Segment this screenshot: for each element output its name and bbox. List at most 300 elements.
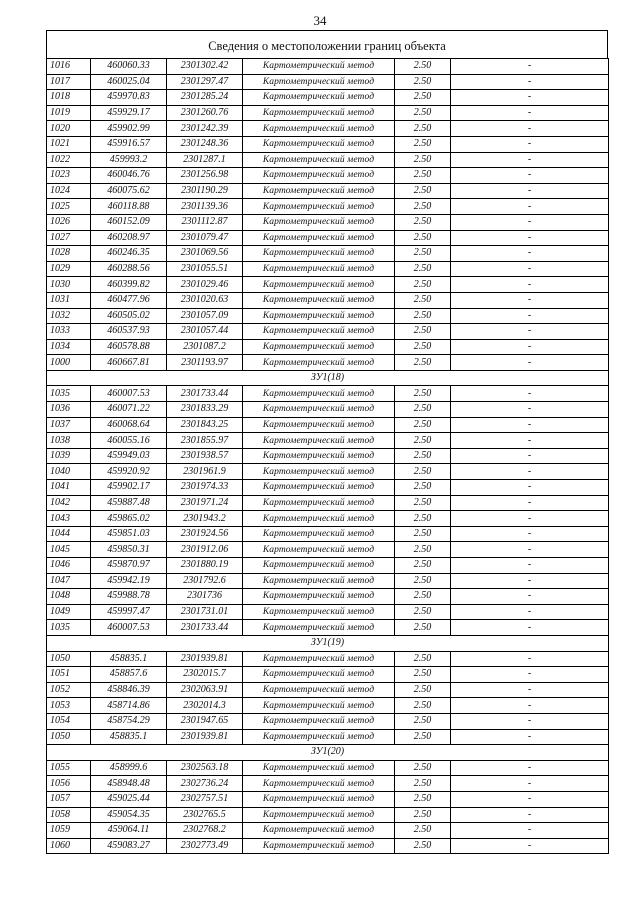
determination-method: Картометрический метод bbox=[243, 511, 395, 527]
point-number: 1023 bbox=[47, 168, 91, 184]
coordinate-x: 460118.88 bbox=[91, 199, 167, 215]
table-row bbox=[47, 807, 609, 823]
coordinate-y: 2302765.5 bbox=[167, 807, 243, 823]
accuracy-value: 2.50 bbox=[395, 121, 451, 137]
determination-method: Картометрический метод bbox=[243, 604, 395, 620]
coordinate-y: 2302015.7 bbox=[167, 667, 243, 683]
determination-method: Картометрический метод bbox=[243, 339, 395, 355]
accuracy-value: 2.50 bbox=[395, 604, 451, 620]
accuracy-value: 2.50 bbox=[395, 292, 451, 308]
table-row bbox=[47, 168, 609, 184]
description-cell: - bbox=[451, 573, 609, 589]
coordinate-y: 2301248.36 bbox=[167, 136, 243, 152]
accuracy-value: 2.50 bbox=[395, 791, 451, 807]
table-row bbox=[47, 386, 609, 402]
description-cell: - bbox=[451, 448, 609, 464]
point-number: 1059 bbox=[47, 823, 91, 839]
point-number: 1034 bbox=[47, 339, 91, 355]
coordinate-x: 460505.02 bbox=[91, 308, 167, 324]
determination-method: Картометрический метод bbox=[243, 59, 395, 75]
description-cell: - bbox=[451, 417, 609, 433]
point-number: 1022 bbox=[47, 152, 91, 168]
point-number: 1051 bbox=[47, 667, 91, 683]
determination-method: Картометрический метод bbox=[243, 90, 395, 106]
coordinate-x: 460537.93 bbox=[91, 324, 167, 340]
coordinates-sheet bbox=[46, 30, 608, 854]
section-header-row bbox=[47, 370, 609, 386]
table-row bbox=[47, 604, 609, 620]
table-row bbox=[47, 261, 609, 277]
accuracy-value: 2.50 bbox=[395, 261, 451, 277]
point-number: 1041 bbox=[47, 480, 91, 496]
description-cell: - bbox=[451, 74, 609, 90]
description-cell: - bbox=[451, 152, 609, 168]
determination-method: Картометрический метод bbox=[243, 526, 395, 542]
point-number: 1050 bbox=[47, 651, 91, 667]
description-cell: - bbox=[451, 682, 609, 698]
description-cell: - bbox=[451, 480, 609, 496]
description-cell: - bbox=[451, 59, 609, 75]
determination-method: Картометрический метод bbox=[243, 433, 395, 449]
coordinate-x: 459064.11 bbox=[91, 823, 167, 839]
section-label: ЗУ1(18) bbox=[47, 370, 609, 386]
accuracy-value: 2.50 bbox=[395, 136, 451, 152]
description-cell: - bbox=[451, 464, 609, 480]
table-row bbox=[47, 308, 609, 324]
coordinate-x: 458714.86 bbox=[91, 698, 167, 714]
section-header-row bbox=[47, 635, 609, 651]
determination-method: Картометрический метод bbox=[243, 292, 395, 308]
accuracy-value: 2.50 bbox=[395, 511, 451, 527]
determination-method: Картометрический метод bbox=[243, 168, 395, 184]
coordinate-x: 458948.48 bbox=[91, 776, 167, 792]
point-number: 1042 bbox=[47, 495, 91, 511]
point-number: 1039 bbox=[47, 448, 91, 464]
table-row bbox=[47, 620, 609, 636]
table-row bbox=[47, 495, 609, 511]
point-number: 1045 bbox=[47, 542, 91, 558]
coordinate-y: 2301880.19 bbox=[167, 558, 243, 574]
coordinate-y: 2301792.6 bbox=[167, 573, 243, 589]
accuracy-value: 2.50 bbox=[395, 59, 451, 75]
coordinate-y: 2301833.29 bbox=[167, 402, 243, 418]
coordinate-y: 2301057.09 bbox=[167, 308, 243, 324]
coordinate-x: 458754.29 bbox=[91, 713, 167, 729]
accuracy-value: 2.50 bbox=[395, 495, 451, 511]
coordinate-x: 460667.81 bbox=[91, 355, 167, 371]
coordinate-y: 2301069.56 bbox=[167, 246, 243, 262]
point-number: 1038 bbox=[47, 433, 91, 449]
table-row bbox=[47, 324, 609, 340]
point-number: 1050 bbox=[47, 729, 91, 745]
accuracy-value: 2.50 bbox=[395, 105, 451, 121]
coordinate-y: 2302736.24 bbox=[167, 776, 243, 792]
point-number: 1058 bbox=[47, 807, 91, 823]
description-cell: - bbox=[451, 511, 609, 527]
coordinate-x: 458857.6 bbox=[91, 667, 167, 683]
accuracy-value: 2.50 bbox=[395, 698, 451, 714]
table-row bbox=[47, 277, 609, 293]
point-number: 1029 bbox=[47, 261, 91, 277]
point-number: 1018 bbox=[47, 90, 91, 106]
description-cell: - bbox=[451, 729, 609, 745]
table-row bbox=[47, 199, 609, 215]
coordinate-y: 2301029.46 bbox=[167, 277, 243, 293]
coordinate-y: 2301112.87 bbox=[167, 214, 243, 230]
coordinate-x: 459970.83 bbox=[91, 90, 167, 106]
description-cell: - bbox=[451, 495, 609, 511]
coordinate-x: 460246.35 bbox=[91, 246, 167, 262]
determination-method: Картометрический метод bbox=[243, 667, 395, 683]
point-number: 1025 bbox=[47, 199, 91, 215]
determination-method: Картометрический метод bbox=[243, 760, 395, 776]
accuracy-value: 2.50 bbox=[395, 807, 451, 823]
coordinate-x: 460288.56 bbox=[91, 261, 167, 277]
description-cell: - bbox=[451, 433, 609, 449]
description-cell: - bbox=[451, 261, 609, 277]
description-cell: - bbox=[451, 105, 609, 121]
point-number: 1048 bbox=[47, 589, 91, 605]
table-row bbox=[47, 74, 609, 90]
description-cell: - bbox=[451, 199, 609, 215]
determination-method: Картометрический метод bbox=[243, 495, 395, 511]
coordinate-y: 2302757.51 bbox=[167, 791, 243, 807]
coordinate-y: 2301961.9 bbox=[167, 464, 243, 480]
accuracy-value: 2.50 bbox=[395, 308, 451, 324]
table-row bbox=[47, 105, 609, 121]
table-row bbox=[47, 480, 609, 496]
coordinate-x: 459988.78 bbox=[91, 589, 167, 605]
point-number: 1036 bbox=[47, 402, 91, 418]
coordinate-x: 459054.35 bbox=[91, 807, 167, 823]
determination-method: Картометрический метод bbox=[243, 230, 395, 246]
point-number: 1053 bbox=[47, 698, 91, 714]
table-row bbox=[47, 433, 609, 449]
accuracy-value: 2.50 bbox=[395, 386, 451, 402]
table-row bbox=[47, 464, 609, 480]
determination-method: Картометрический метод bbox=[243, 589, 395, 605]
determination-method: Картометрический метод bbox=[243, 136, 395, 152]
coordinate-y: 2301947.65 bbox=[167, 713, 243, 729]
point-number: 1054 bbox=[47, 713, 91, 729]
determination-method: Картометрический метод bbox=[243, 542, 395, 558]
coordinate-y: 2301843.25 bbox=[167, 417, 243, 433]
point-number: 1049 bbox=[47, 604, 91, 620]
point-number: 1043 bbox=[47, 511, 91, 527]
point-number: 1057 bbox=[47, 791, 91, 807]
table-row bbox=[47, 760, 609, 776]
coordinate-y: 2301057.44 bbox=[167, 324, 243, 340]
table-row bbox=[47, 838, 609, 854]
section-label: ЗУ1(20) bbox=[47, 745, 609, 761]
coordinate-y: 2301287.1 bbox=[167, 152, 243, 168]
coordinate-y: 2301087.2 bbox=[167, 339, 243, 355]
description-cell: - bbox=[451, 791, 609, 807]
description-cell: - bbox=[451, 246, 609, 262]
determination-method: Картометрический метод bbox=[243, 355, 395, 371]
table-row bbox=[47, 417, 609, 433]
coordinate-y: 2301020.63 bbox=[167, 292, 243, 308]
accuracy-value: 2.50 bbox=[395, 573, 451, 589]
coordinate-y: 2301939.81 bbox=[167, 651, 243, 667]
accuracy-value: 2.50 bbox=[395, 199, 451, 215]
coordinate-y: 2301912.06 bbox=[167, 542, 243, 558]
description-cell: - bbox=[451, 308, 609, 324]
accuracy-value: 2.50 bbox=[395, 651, 451, 667]
determination-method: Картометрический метод bbox=[243, 261, 395, 277]
table-row bbox=[47, 152, 609, 168]
determination-method: Картометрический метод bbox=[243, 620, 395, 636]
description-cell: - bbox=[451, 355, 609, 371]
table-row bbox=[47, 121, 609, 137]
coordinate-y: 2301055.51 bbox=[167, 261, 243, 277]
coordinate-x: 460071.22 bbox=[91, 402, 167, 418]
coordinate-y: 2302014.3 bbox=[167, 698, 243, 714]
determination-method: Картометрический метод bbox=[243, 823, 395, 839]
table-row bbox=[47, 651, 609, 667]
coordinate-x: 460477.96 bbox=[91, 292, 167, 308]
coordinate-y: 2301302.42 bbox=[167, 59, 243, 75]
coordinate-x: 460075.62 bbox=[91, 183, 167, 199]
table-row bbox=[47, 402, 609, 418]
accuracy-value: 2.50 bbox=[395, 74, 451, 90]
point-number: 1046 bbox=[47, 558, 91, 574]
coordinate-x: 459993.2 bbox=[91, 152, 167, 168]
coordinate-x: 459997.47 bbox=[91, 604, 167, 620]
coordinate-y: 2302063.91 bbox=[167, 682, 243, 698]
accuracy-value: 2.50 bbox=[395, 168, 451, 184]
coordinate-x: 458835.1 bbox=[91, 729, 167, 745]
accuracy-value: 2.50 bbox=[395, 776, 451, 792]
coordinate-x: 460578.88 bbox=[91, 339, 167, 355]
description-cell: - bbox=[451, 136, 609, 152]
point-number: 1055 bbox=[47, 760, 91, 776]
determination-method: Картометрический метод bbox=[243, 199, 395, 215]
description-cell: - bbox=[451, 214, 609, 230]
coordinate-x: 460055.16 bbox=[91, 433, 167, 449]
point-number: 1030 bbox=[47, 277, 91, 293]
determination-method: Картометрический метод bbox=[243, 183, 395, 199]
coordinate-x: 459916.57 bbox=[91, 136, 167, 152]
point-number: 1032 bbox=[47, 308, 91, 324]
coordinate-y: 2301736 bbox=[167, 589, 243, 605]
description-cell: - bbox=[451, 386, 609, 402]
description-cell: - bbox=[451, 604, 609, 620]
coordinate-y: 2301297.47 bbox=[167, 74, 243, 90]
determination-method: Картометрический метод bbox=[243, 558, 395, 574]
description-cell: - bbox=[451, 542, 609, 558]
table-row bbox=[47, 246, 609, 262]
point-number: 1027 bbox=[47, 230, 91, 246]
coordinate-y: 2302768.2 bbox=[167, 823, 243, 839]
coordinate-y: 2301190.29 bbox=[167, 183, 243, 199]
point-number: 1017 bbox=[47, 74, 91, 90]
description-cell: - bbox=[451, 838, 609, 854]
point-number: 1044 bbox=[47, 526, 91, 542]
accuracy-value: 2.50 bbox=[395, 277, 451, 293]
table-row bbox=[47, 230, 609, 246]
coordinate-y: 2301855.97 bbox=[167, 433, 243, 449]
description-cell: - bbox=[451, 183, 609, 199]
point-number: 1016 bbox=[47, 59, 91, 75]
description-cell: - bbox=[451, 121, 609, 137]
point-number: 1060 bbox=[47, 838, 91, 854]
accuracy-value: 2.50 bbox=[395, 214, 451, 230]
table-row bbox=[47, 698, 609, 714]
accuracy-value: 2.50 bbox=[395, 230, 451, 246]
coordinate-y: 2301733.44 bbox=[167, 620, 243, 636]
point-number: 1047 bbox=[47, 573, 91, 589]
description-cell: - bbox=[451, 823, 609, 839]
point-number: 1020 bbox=[47, 121, 91, 137]
point-number: 1035 bbox=[47, 386, 91, 402]
description-cell: - bbox=[451, 651, 609, 667]
coordinate-x: 459929.17 bbox=[91, 105, 167, 121]
determination-method: Картометрический метод bbox=[243, 308, 395, 324]
description-cell: - bbox=[451, 526, 609, 542]
accuracy-value: 2.50 bbox=[395, 729, 451, 745]
coordinate-x: 460060.33 bbox=[91, 59, 167, 75]
table-row bbox=[47, 823, 609, 839]
coordinate-x: 460208.97 bbox=[91, 230, 167, 246]
determination-method: Картометрический метод bbox=[243, 573, 395, 589]
point-number: 1033 bbox=[47, 324, 91, 340]
accuracy-value: 2.50 bbox=[395, 464, 451, 480]
determination-method: Картометрический метод bbox=[243, 651, 395, 667]
description-cell: - bbox=[451, 589, 609, 605]
coordinate-y: 2301731.01 bbox=[167, 604, 243, 620]
coordinate-x: 459865.02 bbox=[91, 511, 167, 527]
accuracy-value: 2.50 bbox=[395, 542, 451, 558]
determination-method: Картометрический метод bbox=[243, 277, 395, 293]
table-row bbox=[47, 542, 609, 558]
coordinate-y: 2301242.39 bbox=[167, 121, 243, 137]
coordinate-y: 2301256.98 bbox=[167, 168, 243, 184]
determination-method: Картометрический метод bbox=[243, 448, 395, 464]
table-row bbox=[47, 558, 609, 574]
table-row bbox=[47, 776, 609, 792]
accuracy-value: 2.50 bbox=[395, 589, 451, 605]
point-number: 1035 bbox=[47, 620, 91, 636]
accuracy-value: 2.50 bbox=[395, 760, 451, 776]
coordinate-x: 459949.03 bbox=[91, 448, 167, 464]
determination-method: Картометрический метод bbox=[243, 324, 395, 340]
determination-method: Картометрический метод bbox=[243, 713, 395, 729]
table-row bbox=[47, 292, 609, 308]
accuracy-value: 2.50 bbox=[395, 417, 451, 433]
point-number: 1052 bbox=[47, 682, 91, 698]
description-cell: - bbox=[451, 230, 609, 246]
coordinate-y: 2301733.44 bbox=[167, 386, 243, 402]
coordinate-x: 459942.19 bbox=[91, 573, 167, 589]
coordinate-x: 459083.27 bbox=[91, 838, 167, 854]
table-row bbox=[47, 729, 609, 745]
point-number: 1026 bbox=[47, 214, 91, 230]
determination-method: Картометрический метод bbox=[243, 246, 395, 262]
coordinate-y: 2301193.97 bbox=[167, 355, 243, 371]
determination-method: Картометрический метод bbox=[243, 121, 395, 137]
coordinate-x: 460025.04 bbox=[91, 74, 167, 90]
description-cell: - bbox=[451, 713, 609, 729]
point-number: 1028 bbox=[47, 246, 91, 262]
page-number: 34 bbox=[313, 13, 327, 28]
accuracy-value: 2.50 bbox=[395, 526, 451, 542]
description-cell: - bbox=[451, 667, 609, 683]
table-row bbox=[47, 713, 609, 729]
coordinate-y: 2301285.24 bbox=[167, 90, 243, 106]
coordinate-x: 459025.44 bbox=[91, 791, 167, 807]
point-number: 1031 bbox=[47, 292, 91, 308]
accuracy-value: 2.50 bbox=[395, 713, 451, 729]
coordinate-x: 459850.31 bbox=[91, 542, 167, 558]
table-row bbox=[47, 339, 609, 355]
description-cell: - bbox=[451, 558, 609, 574]
coordinate-y: 2302773.49 bbox=[167, 838, 243, 854]
coordinate-x: 460068.64 bbox=[91, 417, 167, 433]
determination-method: Картометрический метод bbox=[243, 729, 395, 745]
determination-method: Картометрический метод bbox=[243, 417, 395, 433]
table-row bbox=[47, 183, 609, 199]
determination-method: Картометрический метод bbox=[243, 464, 395, 480]
description-cell: - bbox=[451, 402, 609, 418]
description-cell: - bbox=[451, 698, 609, 714]
coordinate-x: 458835.1 bbox=[91, 651, 167, 667]
table-row bbox=[47, 511, 609, 527]
description-cell: - bbox=[451, 277, 609, 293]
table-row bbox=[47, 526, 609, 542]
table-row bbox=[47, 667, 609, 683]
accuracy-value: 2.50 bbox=[395, 448, 451, 464]
accuracy-value: 2.50 bbox=[395, 838, 451, 854]
coordinate-x: 459902.17 bbox=[91, 480, 167, 496]
coordinate-x: 459851.03 bbox=[91, 526, 167, 542]
coordinate-y: 2301943.2 bbox=[167, 511, 243, 527]
description-cell: - bbox=[451, 168, 609, 184]
table-row bbox=[47, 682, 609, 698]
accuracy-value: 2.50 bbox=[395, 620, 451, 636]
coordinates-table bbox=[46, 58, 609, 854]
table-row bbox=[47, 136, 609, 152]
description-cell: - bbox=[451, 292, 609, 308]
coordinate-x: 460399.82 bbox=[91, 277, 167, 293]
accuracy-value: 2.50 bbox=[395, 402, 451, 418]
determination-method: Картометрический метод bbox=[243, 74, 395, 90]
determination-method: Картометрический метод bbox=[243, 791, 395, 807]
accuracy-value: 2.50 bbox=[395, 682, 451, 698]
accuracy-value: 2.50 bbox=[395, 480, 451, 496]
accuracy-value: 2.50 bbox=[395, 246, 451, 262]
table-title: Сведения о местоположении границ объекта bbox=[46, 30, 608, 58]
accuracy-value: 2.50 bbox=[395, 433, 451, 449]
determination-method: Картометрический метод bbox=[243, 214, 395, 230]
description-cell: - bbox=[451, 339, 609, 355]
section-label: ЗУ1(19) bbox=[47, 635, 609, 651]
table-row bbox=[47, 573, 609, 589]
description-cell: - bbox=[451, 807, 609, 823]
point-number: 1056 bbox=[47, 776, 91, 792]
coordinate-y: 2301939.81 bbox=[167, 729, 243, 745]
determination-method: Картометрический метод bbox=[243, 698, 395, 714]
accuracy-value: 2.50 bbox=[395, 355, 451, 371]
accuracy-value: 2.50 bbox=[395, 324, 451, 340]
determination-method: Картометрический метод bbox=[243, 105, 395, 121]
section-header-row bbox=[47, 745, 609, 761]
table-row bbox=[47, 355, 609, 371]
table-row bbox=[47, 214, 609, 230]
table-row bbox=[47, 59, 609, 75]
coordinate-x: 458999.6 bbox=[91, 760, 167, 776]
determination-method: Картометрический метод bbox=[243, 152, 395, 168]
